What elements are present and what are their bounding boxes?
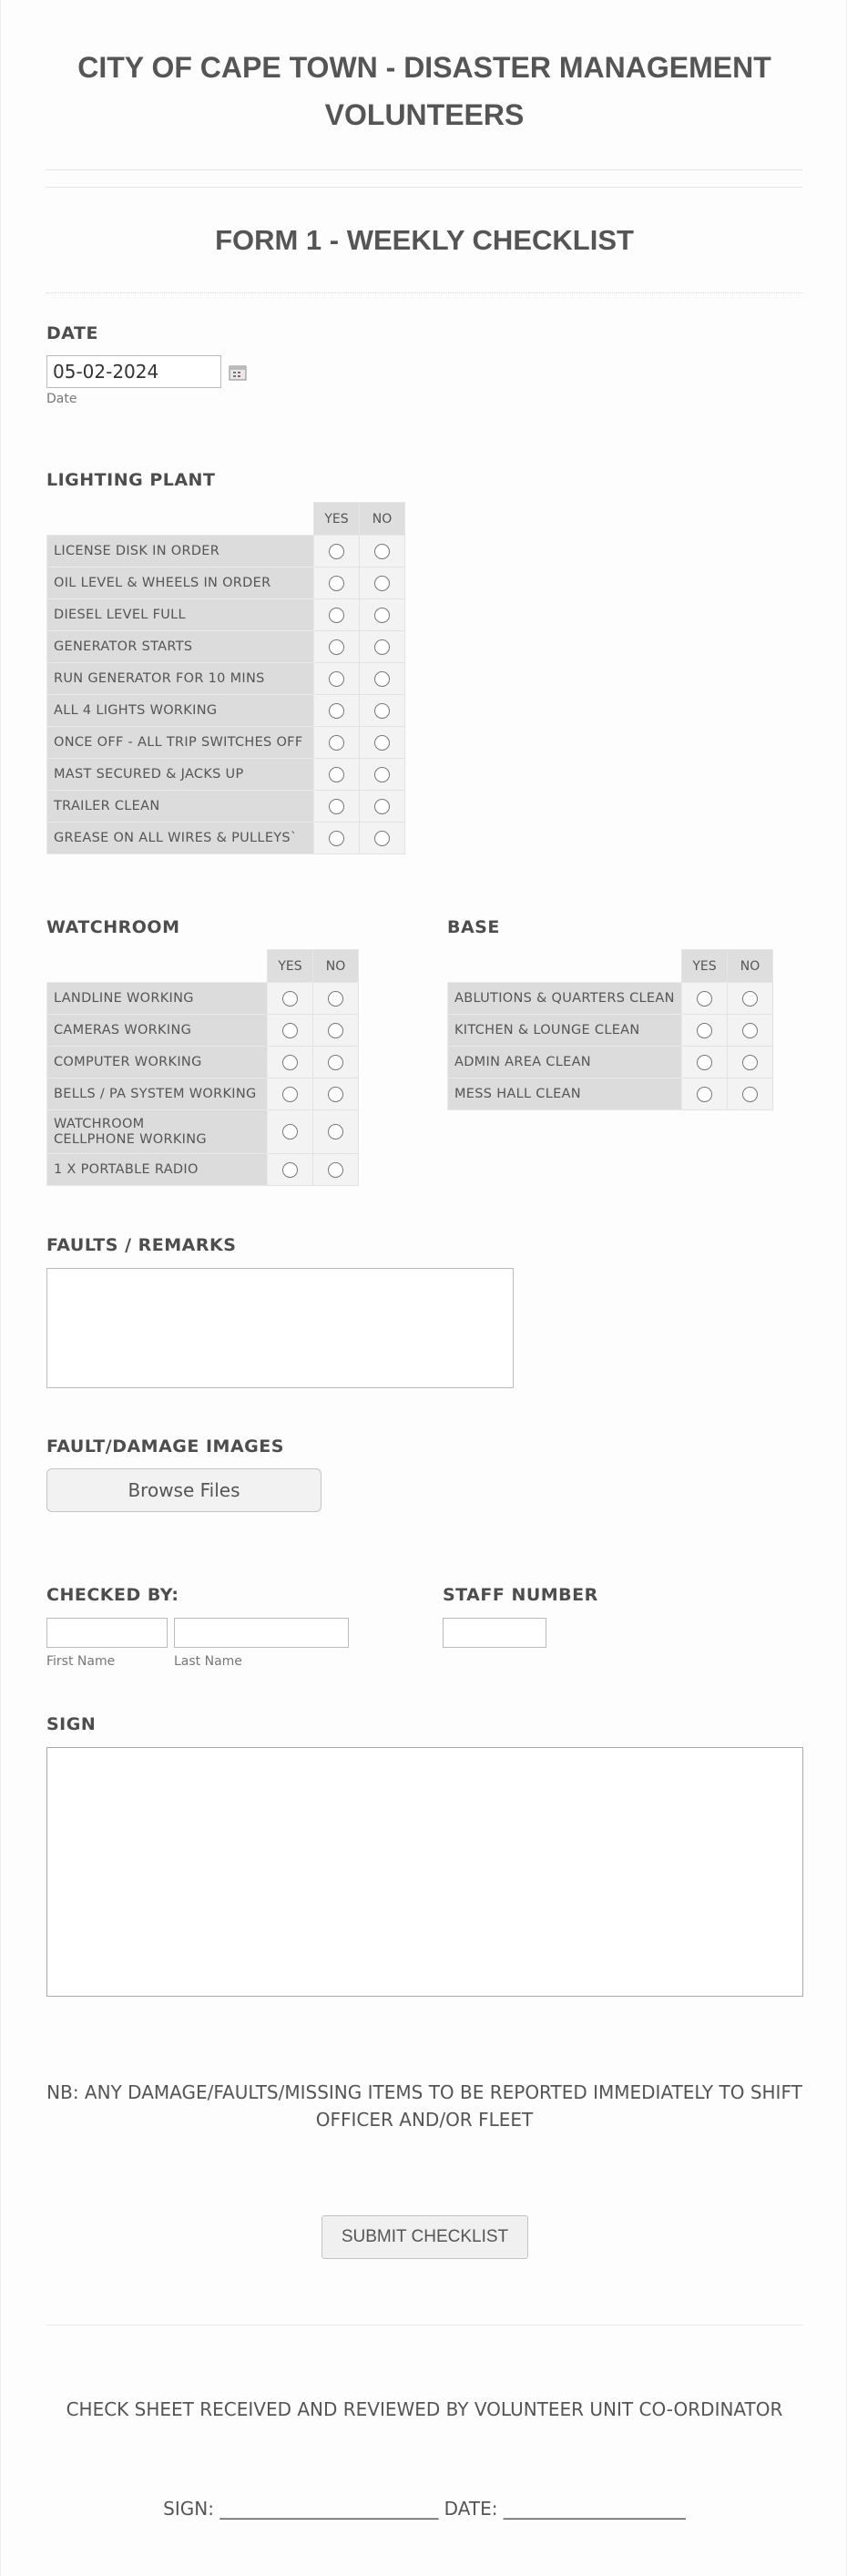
base-label: BASE <box>447 917 500 937</box>
sign-label: SIGN <box>46 1714 97 1734</box>
sign-date-line: SIGN: ________________________ DATE: ____________________ <box>163 2498 686 2520</box>
matrix-row <box>47 567 405 599</box>
yes-radio[interactable] <box>329 544 344 559</box>
staff-number-input[interactable] <box>443 1618 546 1648</box>
received-text: CHECK SHEET RECEIVED AND REVIEWED BY VOLUNTEER UNIT CO-ORDINATOR <box>66 2398 783 2420</box>
matrix-row <box>448 1047 773 1078</box>
yes-radio[interactable] <box>329 767 344 782</box>
row-label: LICENSE DISK IN ORDER <box>47 536 314 567</box>
yes-radio[interactable] <box>282 1124 298 1140</box>
yes-radio[interactable] <box>329 831 344 846</box>
yes-radio[interactable] <box>329 799 344 814</box>
matrix-row <box>47 695 405 727</box>
date-input[interactable] <box>46 355 221 388</box>
no-radio[interactable] <box>742 1023 758 1038</box>
matrix-row <box>47 663 405 695</box>
yes-radio[interactable] <box>329 576 344 591</box>
staff-number-label: STAFF NUMBER <box>443 1585 598 1605</box>
row-label: TRAILER CLEAN <box>47 791 314 823</box>
matrix-row <box>448 983 773 1015</box>
calendar-icon[interactable] <box>229 364 247 381</box>
no-radio[interactable] <box>374 767 390 782</box>
no-radio[interactable] <box>374 831 390 846</box>
no-radio[interactable] <box>742 991 758 1007</box>
no-radio[interactable] <box>328 1055 343 1070</box>
row-label: ALL 4 LIGHTS WORKING <box>47 695 314 727</box>
watchroom-matrix <box>46 949 359 1186</box>
row-label: KITCHEN & LOUNGE CLEAN <box>448 1015 682 1047</box>
last-name-input[interactable] <box>174 1618 349 1648</box>
watchroom-label: WATCHROOM <box>46 917 180 937</box>
row-label: COMPUTER WORKING <box>47 1047 268 1078</box>
divider <box>46 169 802 170</box>
no-radio[interactable] <box>328 991 343 1007</box>
row-label: BELLS / PA SYSTEM WORKING <box>47 1078 268 1110</box>
no-radio[interactable] <box>374 703 390 719</box>
first-name-sublabel: First Name <box>46 1654 116 1669</box>
matrix-row <box>448 1015 773 1047</box>
lighting-plant-matrix <box>46 502 405 854</box>
yes-radio[interactable] <box>697 1087 712 1102</box>
matrix-row <box>47 1154 359 1186</box>
no-radio[interactable] <box>374 544 390 559</box>
last-name-sublabel: Last Name <box>174 1654 242 1669</box>
no-radio[interactable] <box>328 1124 343 1140</box>
date-label: DATE <box>46 323 98 343</box>
yes-radio[interactable] <box>282 1087 298 1102</box>
yes-radio[interactable] <box>329 608 344 623</box>
row-label: GREASE ON ALL WIRES & PULLEYS` <box>47 823 314 854</box>
matrix-row <box>47 1015 359 1047</box>
yes-radio[interactable] <box>329 639 344 655</box>
no-radio[interactable] <box>328 1023 343 1038</box>
row-label: LANDLINE WORKING <box>47 983 268 1015</box>
no-radio[interactable] <box>374 671 390 687</box>
matrix-row <box>47 983 359 1015</box>
yes-radio[interactable] <box>282 1055 298 1070</box>
no-radio[interactable] <box>328 1087 343 1102</box>
no-radio[interactable] <box>374 639 390 655</box>
divider <box>46 2325 802 2326</box>
row-label: 1 X PORTABLE RADIO <box>47 1154 268 1186</box>
yes-radio[interactable] <box>329 703 344 719</box>
row-label: CAMERAS WORKING <box>47 1015 268 1047</box>
yes-radio[interactable] <box>282 1162 298 1178</box>
no-radio[interactable] <box>374 735 390 751</box>
yes-radio[interactable] <box>329 735 344 751</box>
faults-textarea[interactable] <box>46 1268 514 1388</box>
no-column-header: NO <box>313 950 359 983</box>
no-radio[interactable] <box>374 799 390 814</box>
no-radio[interactable] <box>374 576 390 591</box>
no-radio[interactable] <box>742 1055 758 1070</box>
no-column-header: NO <box>728 950 773 983</box>
checked-by-label: CHECKED BY: <box>46 1585 179 1605</box>
row-label: DIESEL LEVEL FULL <box>47 599 314 631</box>
yes-column-header: YES <box>682 950 728 983</box>
yes-column-header: YES <box>268 950 313 983</box>
signature-pad[interactable] <box>46 1747 803 1997</box>
yes-radio[interactable] <box>282 1023 298 1038</box>
damage-note: NB: ANY DAMAGE/FAULTS/MISSING ITEMS TO BE REPORTED IMMEDIATELY TO SHIFT OFFICER AND/OR FLEET <box>46 2081 802 2131</box>
row-label: MAST SECURED & JACKS UP <box>47 759 314 791</box>
matrix-row <box>47 759 405 791</box>
faults-label: FAULTS / REMARKS <box>46 1235 237 1255</box>
browse-files-button[interactable]: Browse Files <box>46 1468 321 1512</box>
divider <box>46 187 802 188</box>
row-label: GENERATOR STARTS <box>47 631 314 663</box>
no-radio[interactable] <box>374 608 390 623</box>
matrix-row <box>47 631 405 663</box>
lighting-plant-label: LIGHTING PLANT <box>46 470 216 490</box>
row-label: ADMIN AREA CLEAN <box>448 1047 682 1078</box>
matrix-row <box>47 1078 359 1110</box>
no-radio[interactable] <box>742 1087 758 1102</box>
base-matrix <box>447 949 773 1110</box>
matrix-row <box>47 599 405 631</box>
matrix-row <box>448 1078 773 1110</box>
no-column-header: NO <box>360 503 405 536</box>
yes-radio[interactable] <box>697 1055 712 1070</box>
no-radio[interactable] <box>328 1162 343 1178</box>
row-label: ONCE OFF - ALL TRIP SWITCHES OFF <box>47 727 314 759</box>
divider <box>46 292 802 293</box>
row-label: OIL LEVEL & WHEELS IN ORDER <box>47 567 314 599</box>
images-label: FAULT/DAMAGE IMAGES <box>46 1436 284 1457</box>
submit-checklist-button[interactable]: SUBMIT CHECKLIST <box>321 2215 528 2259</box>
yes-column-header: YES <box>314 503 360 536</box>
matrix-row <box>47 727 405 759</box>
yes-radio[interactable] <box>329 671 344 687</box>
matrix-row <box>47 1047 359 1078</box>
yes-radio[interactable] <box>697 1023 712 1038</box>
row-label: RUN GENERATOR FOR 10 MINS <box>47 663 314 695</box>
first-name-input[interactable] <box>46 1618 168 1648</box>
matrix-row <box>47 791 405 823</box>
matrix-row <box>47 1110 359 1154</box>
matrix-row <box>47 823 405 854</box>
date-sublabel: Date <box>46 392 77 406</box>
yes-radio[interactable] <box>697 991 712 1007</box>
row-label: ABLUTIONS & QUARTERS CLEAN <box>448 983 682 1015</box>
form-title: CITY OF CAPE TOWN - DISASTER MANAGEMENT VOLUNTEERS <box>77 51 771 131</box>
matrix-row <box>47 536 405 567</box>
form-subtitle: FORM 1 - WEEKLY CHECKLIST <box>215 224 634 256</box>
row-label: WATCHROOM CELLPHONE WORKING <box>47 1110 268 1154</box>
row-label: MESS HALL CLEAN <box>448 1078 682 1110</box>
yes-radio[interactable] <box>282 991 298 1007</box>
